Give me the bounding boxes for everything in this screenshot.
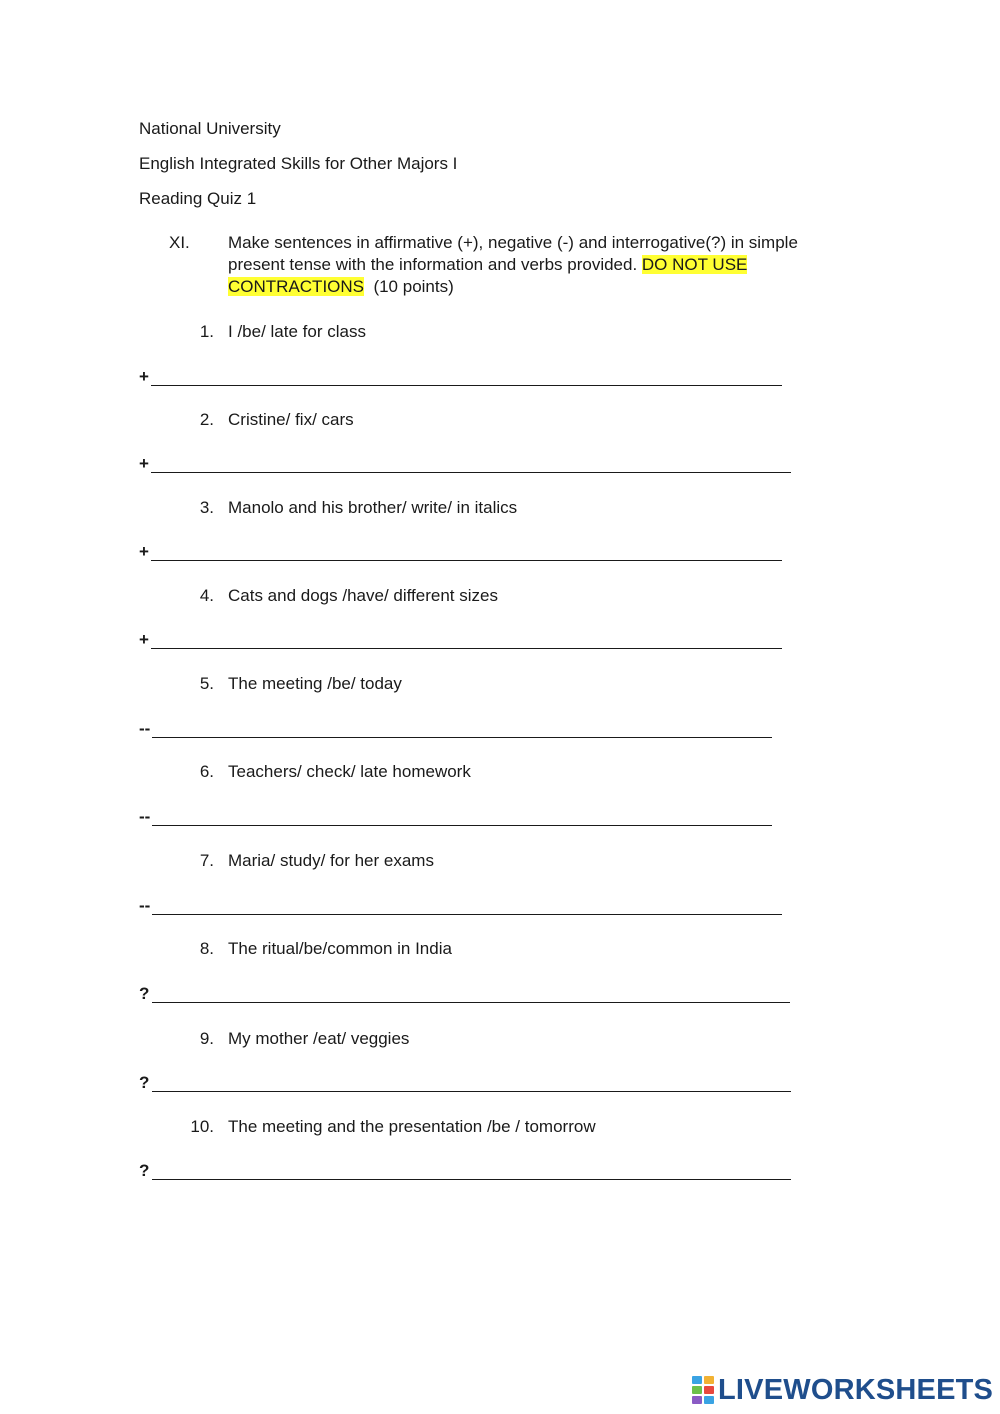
answer-underline xyxy=(151,472,791,473)
question-prompt: Maria/ study/ for her exams xyxy=(228,851,434,870)
answer-underline xyxy=(152,914,782,915)
question-number: 10. xyxy=(190,1117,214,1136)
answer-sign: + xyxy=(139,454,149,473)
question-number: 9. xyxy=(199,1029,214,1048)
question-number: 1. xyxy=(199,322,214,341)
answer-sign: ? xyxy=(139,1073,150,1092)
answer-sign: -- xyxy=(139,896,151,915)
institution-name: National University xyxy=(139,119,281,138)
course-title: English Integrated Skills for Other Majors I xyxy=(139,154,458,173)
answer-line[interactable] xyxy=(139,541,782,563)
answer-sign: + xyxy=(139,542,149,561)
answer-sign: -- xyxy=(139,807,151,826)
answer-underline xyxy=(151,385,782,386)
instructions-text xyxy=(228,232,848,298)
answer-line[interactable] xyxy=(139,1160,791,1182)
answer-line[interactable] xyxy=(139,1072,791,1094)
answer-line[interactable] xyxy=(139,895,782,917)
answer-underline xyxy=(151,648,782,649)
question-number: 7. xyxy=(199,851,214,870)
question-prompt: The ritual/be/common in India xyxy=(228,939,452,958)
liveworksheets-logo xyxy=(692,1372,993,1408)
instructions-points: (10 points) xyxy=(364,277,454,296)
question-number: 4. xyxy=(199,586,214,605)
instructions-lead: Make sentences in affirmative (+), negative (-) and interrogative(?) in simple present tense with the information and verbs provided. xyxy=(228,233,798,274)
question-prompt: The meeting and the presentation /be / tomorrow xyxy=(228,1117,596,1136)
liveworksheets-logo-text: LIVEWORKSHEETS xyxy=(718,1374,994,1406)
answer-underline xyxy=(152,737,772,738)
question-prompt: Cats and dogs /have/ different sizes xyxy=(228,586,498,605)
question-number: 6. xyxy=(199,762,214,781)
answer-underline xyxy=(152,1002,790,1003)
question-number: 5. xyxy=(199,674,214,693)
answer-underline xyxy=(152,1091,791,1092)
question-prompt: Cristine/ fix/ cars xyxy=(228,410,354,429)
answer-line[interactable] xyxy=(139,366,782,388)
answer-underline xyxy=(151,560,782,561)
instructions-highlight: DO NOT USE CONTRACTIONS xyxy=(228,255,748,296)
question-number: 8. xyxy=(199,939,214,958)
answer-line[interactable] xyxy=(139,629,782,651)
question-prompt: I /be/ late for class xyxy=(228,322,366,341)
answer-sign: + xyxy=(139,630,149,649)
quiz-title: Reading Quiz 1 xyxy=(139,189,257,208)
answer-underline xyxy=(152,825,772,826)
answer-sign: ? xyxy=(139,984,150,1003)
section-number: XI. xyxy=(169,233,190,252)
answer-sign: -- xyxy=(139,719,151,738)
answer-line[interactable] xyxy=(139,718,772,740)
answer-sign: ? xyxy=(139,1161,150,1180)
question-prompt: Teachers/ check/ late homework xyxy=(228,762,471,781)
question-number: 3. xyxy=(199,498,214,517)
answer-line[interactable] xyxy=(139,806,772,828)
answer-line[interactable] xyxy=(139,453,791,475)
answer-line[interactable] xyxy=(139,983,790,1005)
question-prompt: My mother /eat/ veggies xyxy=(228,1029,410,1048)
question-prompt: The meeting /be/ today xyxy=(228,674,402,693)
question-number: 2. xyxy=(199,410,214,429)
answer-underline xyxy=(152,1179,791,1180)
liveworksheets-logo-icon xyxy=(692,1376,714,1404)
question-prompt: Manolo and his brother/ write/ in italics xyxy=(228,498,518,517)
answer-sign: + xyxy=(139,367,149,386)
